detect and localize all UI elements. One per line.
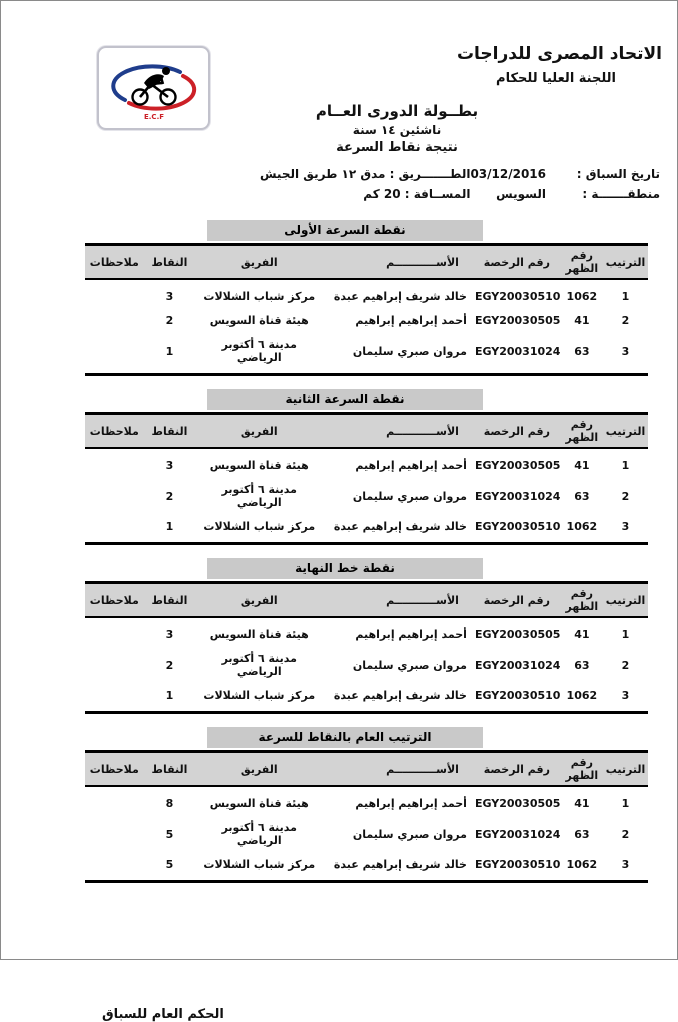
bib-cell: 63 (561, 332, 603, 375)
license-cell: EGY20030510 (473, 514, 561, 544)
road-line: الطـــــــريق : مدق ١٢ طريق الجيش (259, 167, 471, 181)
federation-logo (97, 46, 210, 130)
distance-line: المســافة : 20 كم (363, 187, 471, 201)
points-cell: 1 (144, 514, 196, 544)
column-header-notes: ملاحظات (89, 255, 139, 269)
table-row (85, 815, 648, 852)
column-header-notes: ملاحظات (89, 762, 139, 776)
name-cell: مروان صبري سليمان (352, 827, 467, 841)
table-row (85, 308, 648, 332)
column-header-bib: رقم الظهر (565, 756, 599, 782)
table-row (85, 646, 648, 683)
rank-cell: 3 (603, 332, 648, 375)
table-row (85, 852, 648, 882)
bib-cell: 1062 (561, 852, 603, 882)
license-cell: EGY20030510 (474, 290, 561, 303)
results-table (85, 581, 648, 714)
column-header-name: الأســـــــــــم (386, 255, 459, 269)
points-cell: 8 (165, 797, 174, 810)
bib-cell: 41 (574, 797, 590, 810)
team-cell: هيئة قناة السويس (209, 314, 309, 327)
rank-cell: 1 (621, 628, 630, 641)
column-header-team: الفريق (240, 593, 278, 607)
column-header-rank: الترتيب (605, 593, 646, 607)
license-cell: EGY20030505 (474, 314, 561, 327)
license-cell: EGY20030510 (473, 683, 561, 713)
column-header-bib: رقم الظهر (565, 249, 599, 275)
notes-cell (85, 514, 144, 544)
notes-cell (85, 477, 144, 514)
notes-cell (85, 815, 144, 852)
points-cell: 5 (165, 827, 174, 841)
column-header-name: الأســـــــــــم (386, 762, 459, 776)
column-header-rank: الترتيب (605, 424, 646, 438)
column-header-notes: ملاحظات (89, 424, 139, 438)
notes-cell (85, 448, 144, 477)
team-cell: مركز شباب الشلالات (195, 852, 323, 882)
license-cell: EGY20030505 (474, 459, 561, 472)
column-header-license: رقم الرخصة (483, 255, 550, 269)
results-table (85, 412, 648, 545)
general-referee-signature-label: الحكم العام للسباق (102, 1007, 224, 1022)
team-cell: هيئة قناة السويس (209, 797, 309, 810)
name-cell: خالد شريف إبراهيم عبدة (323, 852, 473, 882)
logo-text: E.C.F (143, 113, 164, 121)
race-date-line (470, 167, 660, 181)
column-header-rank: الترتيب (605, 762, 646, 776)
bib-cell: 63 (574, 827, 590, 841)
table-row (85, 332, 648, 375)
section-title: نقطة السرعة الأولى (207, 220, 483, 241)
team-cell: مدينة ٦ أكتوبر الرياضي (195, 332, 323, 375)
table-row (85, 683, 648, 713)
rank-cell: 3 (603, 852, 648, 882)
column-header-license: رقم الرخصة (483, 762, 550, 776)
column-header-points: النقاط (151, 424, 188, 438)
name-cell: خالد شريف إبراهيم عبدة (323, 514, 473, 544)
championship-title: بطــولة الدورى العــام (315, 102, 479, 120)
bib-cell: 1062 (566, 290, 598, 303)
license-cell: EGY20030505 (474, 628, 561, 641)
points-cell: 3 (165, 628, 174, 641)
org-title: الاتحاد المصرى للدراجات (456, 44, 662, 64)
results-section-speed-point-2 (85, 389, 648, 545)
column-header-team: الفريق (240, 255, 278, 269)
rank-cell: 3 (603, 514, 648, 544)
notes-cell (85, 852, 144, 882)
result-subtitle: نتيجة نقاط السرعة (336, 140, 458, 155)
region-line (470, 187, 660, 201)
section-title: نقطة خط النهاية (207, 558, 483, 579)
team-cell: هيئة قناة السويس (209, 459, 309, 472)
table-row (85, 448, 648, 477)
column-header-bib: رقم الظهر (565, 587, 599, 613)
committee-title: اللجنة العليا للحكام (496, 71, 616, 86)
team-cell: مركز شباب الشلالات (195, 514, 323, 544)
notes-cell (85, 786, 144, 815)
race-date-value: 03/12/2016 (470, 167, 546, 181)
team-cell: مدينة ٦ أكتوبر الرياضي (221, 821, 297, 847)
bib-cell: 63 (574, 658, 590, 672)
name-cell: مروان صبري سليمان (323, 332, 473, 375)
table-header-row (85, 752, 648, 787)
license-cell: EGY20030510 (473, 852, 561, 882)
results-section-speed-point-1 (85, 220, 648, 376)
name-cell: أحمد إبراهيم إبراهيم (355, 459, 467, 472)
name-cell: أحمد إبراهيم إبراهيم (355, 314, 467, 327)
points-cell: 2 (165, 314, 174, 327)
race-info (0, 167, 678, 207)
name-cell: خالد شريف إبراهيم عبدة (333, 290, 467, 303)
title-block (272, 102, 522, 155)
rank-cell: 2 (621, 658, 630, 672)
column-header-bib: رقم الظهر (565, 418, 599, 444)
column-header-points: النقاط (151, 593, 188, 607)
race-info-right (470, 167, 660, 207)
rank-cell: 1 (621, 797, 630, 810)
license-cell: EGY20031024 (474, 658, 561, 672)
points-cell: 3 (165, 290, 174, 303)
name-cell: خالد شريف إبراهيم عبدة (323, 683, 473, 713)
license-cell: EGY20031024 (474, 489, 561, 503)
team-cell: مركز شباب الشلالات (195, 683, 323, 713)
bib-cell: 41 (574, 459, 590, 472)
name-cell: مروان صبري سليمان (352, 489, 467, 503)
name-cell: مروان صبري سليمان (352, 658, 467, 672)
points-cell: 2 (165, 489, 174, 503)
rank-cell: 2 (621, 489, 630, 503)
column-header-points: النقاط (151, 762, 188, 776)
bib-cell: 1062 (561, 683, 603, 713)
points-cell: 2 (165, 658, 174, 672)
rank-cell: 2 (621, 314, 630, 327)
table-row (85, 617, 648, 646)
table-row (85, 477, 648, 514)
rank-cell: 2 (621, 827, 630, 841)
section-title: الترتيب العام بالنقاط للسرعة (207, 727, 483, 748)
team-cell: مركز شباب الشلالات (203, 290, 316, 303)
race-info-left (260, 167, 470, 207)
points-cell: 1 (144, 683, 196, 713)
column-header-points: النقاط (151, 255, 188, 269)
category-subtitle: ناشئين ١٤ سنة (352, 123, 442, 137)
region-label: منطقـــــــة : (582, 187, 660, 201)
rank-cell: 3 (603, 683, 648, 713)
notes-cell (85, 683, 144, 713)
license-cell: EGY20030505 (474, 797, 561, 810)
license-cell: EGY20031024 (473, 332, 561, 375)
name-cell: أحمد إبراهيم إبراهيم (355, 628, 467, 641)
region-value: السويس (496, 187, 546, 201)
points-cell: 3 (165, 459, 174, 472)
results-section-general-standings (85, 727, 648, 883)
bib-cell: 63 (574, 489, 590, 503)
points-cell: 1 (144, 332, 196, 375)
rank-cell: 1 (621, 290, 630, 303)
bib-cell: 41 (574, 314, 590, 327)
column-header-team: الفريق (240, 424, 278, 438)
results-table (85, 243, 648, 376)
bib-cell: 41 (574, 628, 590, 641)
team-cell: هيئة قناة السويس (209, 628, 309, 641)
results-section-finish-line (85, 558, 648, 714)
race-date-label: تاريخ السباق : (576, 167, 660, 181)
column-header-name: الأســـــــــــم (386, 593, 459, 607)
column-header-team: الفريق (240, 762, 278, 776)
column-header-license: رقم الرخصة (483, 593, 550, 607)
table-row (85, 279, 648, 308)
rank-cell: 1 (621, 459, 630, 472)
results-table (85, 750, 648, 883)
license-cell: EGY20031024 (474, 827, 561, 841)
team-cell: مدينة ٦ أكتوبر الرياضي (221, 652, 297, 678)
notes-cell (85, 308, 144, 332)
notes-cell (85, 332, 144, 375)
table-row (85, 514, 648, 544)
notes-cell (85, 279, 144, 308)
notes-cell (85, 617, 144, 646)
notes-cell (85, 646, 144, 683)
name-cell: أحمد إبراهيم إبراهيم (355, 797, 467, 810)
column-header-name: الأســـــــــــم (386, 424, 459, 438)
table-row (85, 786, 648, 815)
section-title: نقطة السرعة الثانية (207, 389, 483, 410)
column-header-notes: ملاحظات (89, 593, 139, 607)
table-header-row (85, 414, 648, 449)
cyclist-logo-icon (104, 51, 204, 125)
table-header-row (85, 583, 648, 618)
column-header-rank: الترتيب (605, 255, 646, 269)
team-cell: مدينة ٦ أكتوبر الرياضي (221, 483, 297, 509)
bib-cell: 1062 (561, 514, 603, 544)
points-cell: 5 (144, 852, 196, 882)
column-header-license: رقم الرخصة (483, 424, 550, 438)
table-header-row (85, 245, 648, 280)
